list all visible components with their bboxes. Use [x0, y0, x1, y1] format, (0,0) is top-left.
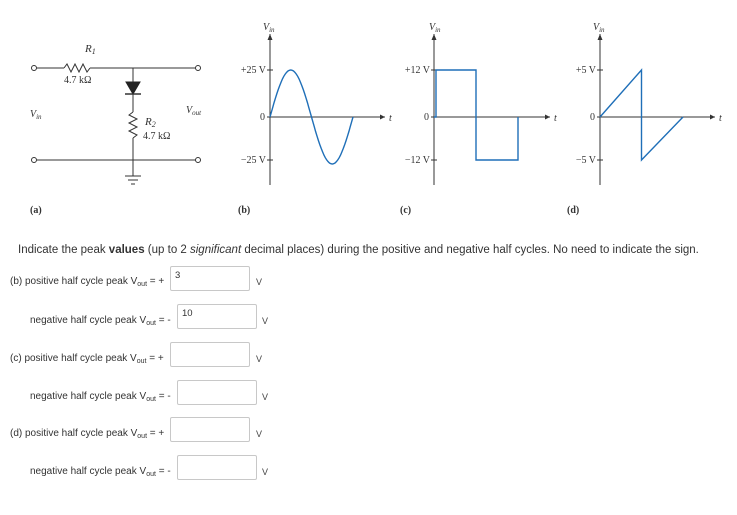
positive-peak-label: +5 V — [575, 65, 596, 76]
r2-label: R2 — [145, 116, 156, 129]
figure-svg — [0, 0, 737, 222]
time-axis-label: t — [389, 113, 392, 124]
unit-b-negative: V — [262, 316, 269, 326]
time-axis-label: t — [554, 113, 557, 124]
question-b-negative: negative half cycle peak $V_{out}$ = - — [30, 315, 171, 327]
zero-label: 0 — [260, 112, 265, 123]
answer-d-positive-input[interactable] — [170, 417, 250, 442]
unit-c-negative: V — [262, 392, 269, 402]
graph-title: $V_{in}$ — [263, 22, 275, 34]
r1-label: R1 — [85, 43, 96, 56]
answer-c-negative-input[interactable] — [177, 380, 257, 405]
vin-label: $V_{in}$ — [30, 109, 42, 121]
waveform-graphs — [238, 22, 722, 216]
r2-value: 4.7 kΩ — [143, 131, 171, 142]
x-axis-arrow — [710, 115, 715, 120]
negative-peak-label: −12 V — [404, 155, 430, 166]
answer-d-negative-input[interactable] — [177, 455, 257, 480]
graph-caption: (c) — [400, 205, 412, 216]
question-c-positive: (c) positive half cycle peak $V_{out}$ = + — [10, 353, 164, 365]
positive-peak-label: +25 V — [240, 65, 266, 76]
y-axis-arrow — [432, 34, 437, 40]
graph-caption: (b) — [238, 205, 251, 216]
question-b-positive: (b) positive half cycle peak $V_{out}$ = + — [10, 276, 165, 288]
problem-figure — [0, 0, 737, 222]
negative-peak-label: −5 V — [575, 155, 596, 166]
circuit-diagram — [32, 64, 201, 184]
answer-c-positive-input[interactable] — [170, 342, 250, 367]
time-axis-label: t — [719, 113, 722, 124]
waveform-trace — [434, 70, 518, 160]
answer-b-positive-input[interactable]: 3 — [170, 266, 250, 291]
caption-a: (a) — [30, 205, 42, 216]
graph-title: $V_{in}$ — [593, 22, 605, 34]
x-axis-arrow — [380, 115, 385, 120]
zero-label: 0 — [590, 112, 595, 123]
answer-b-negative-input[interactable]: 10 — [177, 304, 257, 329]
unit-d-negative: V — [262, 467, 269, 477]
r1-resistor-symbol — [64, 64, 90, 72]
unit-b-positive: V — [256, 277, 263, 287]
zero-label: 0 — [424, 112, 429, 123]
waveform-trace — [600, 70, 683, 160]
x-axis-arrow — [545, 115, 550, 120]
diode-symbol — [126, 82, 140, 94]
graph-title: $V_{in}$ — [429, 22, 441, 34]
negative-peak-label: −25 V — [240, 155, 266, 166]
positive-peak-label: +12 V — [404, 65, 430, 76]
question-d-positive: (d) positive half cycle peak $V_{out}$ = + — [10, 428, 165, 440]
vout-label: $V_{out}$ — [186, 105, 202, 117]
r2-resistor-symbol — [129, 112, 137, 138]
y-axis-arrow — [268, 34, 273, 40]
instructions-text: Indicate the peak values (up to 2 significant decimal places) during the positive and negative half cycles. No need to indicate the sign. — [18, 244, 699, 256]
unit-d-positive: V — [256, 429, 263, 439]
graph-caption: (d) — [567, 205, 580, 216]
r1-value: 4.7 kΩ — [64, 75, 92, 86]
unit-c-positive: V — [256, 354, 263, 364]
question-d-negative: negative half cycle peak $V_{out}$ = - — [30, 466, 171, 478]
y-axis-arrow — [598, 34, 603, 40]
question-c-negative: negative half cycle peak $V_{out}$ = - — [30, 391, 171, 403]
